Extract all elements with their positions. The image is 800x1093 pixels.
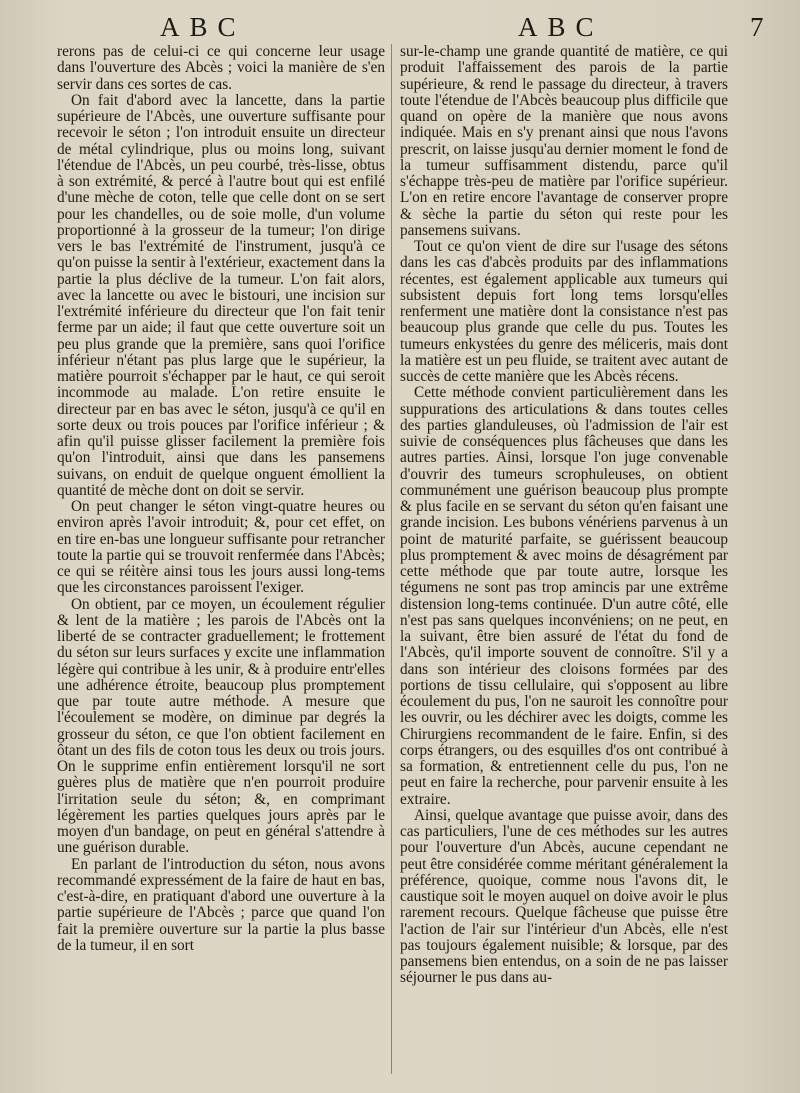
paragraph: Cette méthode convient particulièrement dans les suppurations des articulations & dans toutes celles des parties glanduleuses, où l'admission de l'air est suivie de conséquences plus fâcheuses que dans les autres parties. Ainsi, lorsque l'on juge convenable d'ouvrir des tumeurs scrophuleuses, on obtient communément une guérison beaucoup plus prompte & plus facile en se servant du séton qu'en faisant une grande incision. Les bubons vénériens parvenus à un point de maturité parfaite, se guérissent beaucoup plus promptement & avec moins de désagrément par cette méthode que par toute autre, lorsque les tégumens ne sont pas trop amincis par une extrême distension long-tems continuée. D'un autre côté, elle n'est pas sans quelques inconvéniens; on ne peut, en la suivant, être bien assuré de l'état du fond de l'Abcès, qu'il importe souvent de connoître. S'il y a dans son intérieur des cloisons formées par des portions de tissu cellulaire, qui s'opposent au libre écoulement du pus, l'on ne sauroit les connoître pour les ouvrir, ou les déchirer avec les doigts, comme les Chirurgiens recommandent de le faire. Enfin, si des corps étrangers, ou des esquilles d'os ont contribué à sa formation, & entretiennent celle du pus, l'on ne peut en faire la recherche, pour parvenir ensuite à les extraire. (400, 384, 728, 808)
paragraph: En parlant de l'introduction du séton, nous avons recommandé expressément de la faire de haut en bas, c'est-à-dire, en pratiquant d'abord une ouverture à la partie supérieure de l'Abcès ; parce que quand l'on fait la première ouverture sur la partie la plus basse de la tumeur, il en sort (57, 855, 385, 954)
column-divider (391, 44, 392, 1074)
page-number: 7 (750, 12, 764, 42)
left-column (57, 44, 385, 954)
paragraph: Ainsi, quelque avantage que puisse avoir, dans des cas particuliers, l'une de ces méthodes sur les autres pour l'ouverture d'un Abcès, aucune cependant ne peut être considérée comme méritant généralement la préférence, quoique, comme nous l'avons dit, le caustique soit le moyen auquel on doive avoir le plus rarement recours. Quelque fâcheuse que puisse être l'action de l'air sur l'intérieur d'un Abcès, elle n'est pas toujours également nuisible; & lorsque, par des pansemens bien entendus, on a soin de ne pas laisser séjourner le pus dans au- (400, 806, 728, 987)
running-title-left: ABC (160, 12, 246, 42)
right-column (400, 44, 728, 987)
paragraph: On peut changer le séton vingt-quatre heures ou environ après l'avoir introduit; &, pour cet effet, on en tire en-bas une longueur suffisante pour retrancher toute la partie qui se trouvoit renfermée dans l'Abcès; ce qui se réitère ainsi tous les jours aussi long-tems que les circonstances paroissent l'exiger. (57, 498, 385, 597)
paragraph: sur-le-champ une grande quantité de matière, ce qui produit l'affaissement des parois de la partie supérieure, & rend le passage du directeur, à travers toute l'étendue de l'Abcès beaucoup plus difficile que quand on opère de la manière que nous avons indiquée. Mais en s'y prenant ainsi que nous l'avons prescrit, on laisse jusqu'au dernier moment le fond de la tumeur suffisamment distendu, parce qu'il s'échappe très-peu de matière par l'orifice supérieur. L'on en retire encore l'avantage de conserver propre & sèche la partie du séton qui reste pour les pansemens suivans. (400, 43, 728, 239)
paragraph: On fait d'abord avec la lancette, dans la partie supérieure de l'Abcès, une ouverture suffisante pour recevoir le séton ; l'on introduit ensuite un directeur de métal cylindrique, plus ou moins long, suivant l'étendue de l'Abcès, un peu courbé, très-lisse, obtus à son extrémité, & percé à l'autre bout qui est enfilé d'une mèche de coton, telle que celle dont on se sert pour les chandelles, ou de soie molle, d'un volume proportionné à la grosseur de la tumeur; l'on dirige vers le bas l'extrémité de l'instrument, jusqu'à ce qu'on puisse la sentir à l'extérieur, exactement dans la partie la plus déclive de la tumeur. L'on fait alors, avec la lancette ou avec le bistouri, une incision sur l'extrémité inférieure du directeur que l'on fait tenir ferme par un aide; il faut que cette ouverture soit un peu plus grande que la première, sans quoi l'orifice inférieur n'étant pas plus large que le supérieur, la matière pourroit s'échapper par le haut, ce qui seroit incommode au malade. L'on retire ensuite le directeur par en bas avec le séton, jusqu'à ce qu'il en sorte deux ou trois pouces par l'orifice inférieur ; & afin qu'il puisse glisser facilement la première fois qu'on l'introduit, ainsi que dans les pansemens suivans, on enduit de quelque onguent émollient la quantité de mèche dont on doit se servir. (57, 91, 385, 499)
running-title-right: ABC (518, 12, 604, 42)
paragraph: Tout ce qu'on vient de dire sur l'usage des sétons dans les cas d'abcès produits par des inflammations récentes, est également applicable aux tumeurs qui subsistent depuis fort long tems lorsqu'elles renferment une matière dont la consistance n'est pas beaucoup plus grande que celle du pus. Toutes les tumeurs enkystées du genre des méliceris, mais dont la matière est un peu fluide, se traitent avec autant de succès de cette manière que les Abcès récens. (400, 238, 728, 385)
paragraph: rerons pas de celui-ci ce qui concerne leur usage dans l'ouverture des Abcès ; voici la manière de s'en servir dans ces sortes de cas. (57, 43, 385, 93)
running-head (0, 12, 800, 46)
paragraph: On obtient, par ce moyen, un écoulement régulier & lent de la matière ; les parois de l'Abcès ont la liberté de se contracter graduellement; le frottement du séton sur leurs surfaces y excite une inflammation légère qui contribue à les unir, & à produire entr'elles une adhérence étroite, beaucoup plus promptement que par toute autre méthode. A mesure que l'écoulement se modère, on diminue par degrés la grosseur du séton, ce que l'on obtient facilement en ôtant un des fils de coton tous les deux ou trois jours. On le supprime enfin entièrement lorsqu'il ne sort guères plus de matière que n'en pourroit produire l'irritation seule du séton; &, en comprimant légèrement les parties quelques jours après par le moyen d'un bandage, on peut en général s'attendre à une guérison durable. (57, 595, 385, 857)
